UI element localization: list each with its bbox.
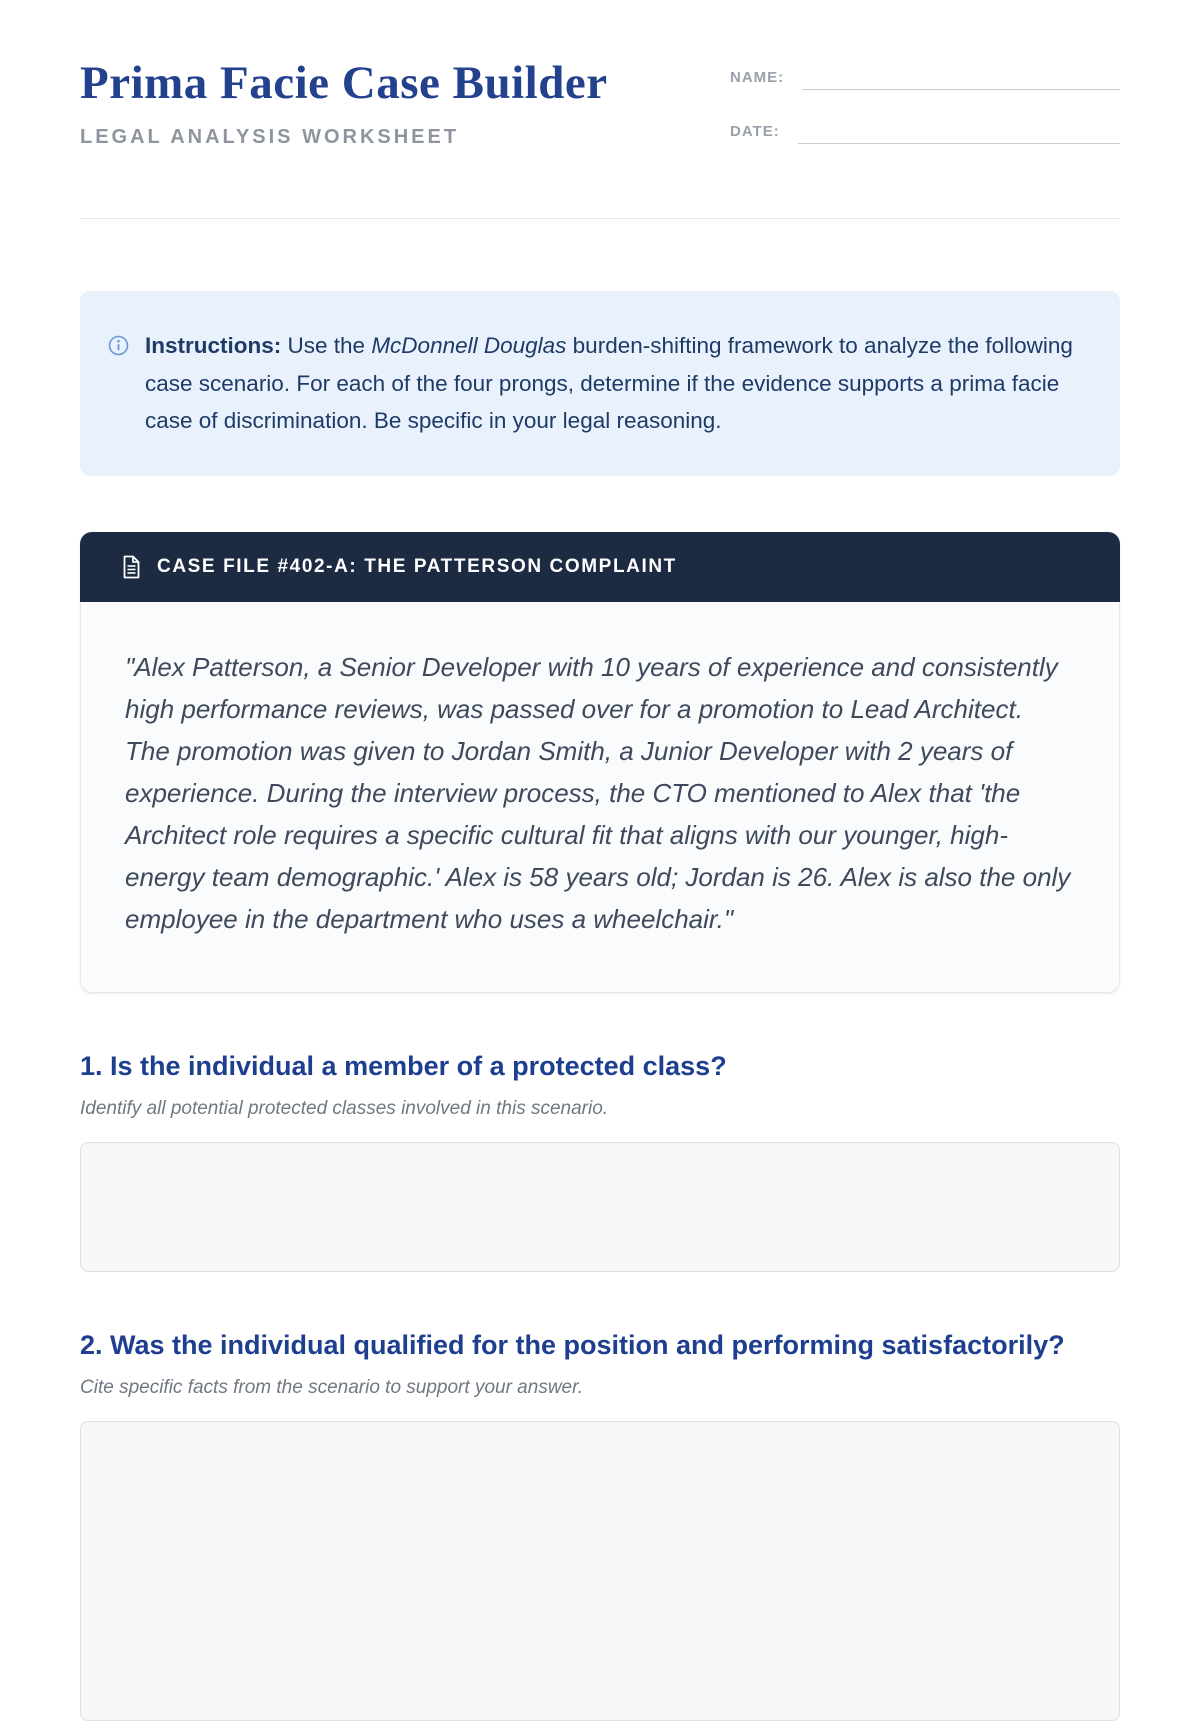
info-icon [108,335,129,440]
name-label: NAME: [730,69,785,86]
header-divider [80,218,1120,219]
page-header [80,58,1120,174]
question-1-title: 1. Is the individual a member of a protected class? [80,1050,727,1081]
case-file-card [80,532,1120,993]
page-title: Prima Facie Case Builder [80,57,608,109]
name-input-line[interactable] [802,66,1120,90]
date-label: DATE: [730,123,780,140]
question-2 [80,1330,1120,1721]
question-2-title: 2. Was the individual qualified for the position and performing satisfactorily? [80,1329,1065,1360]
instructions-callout [80,291,1120,476]
instructions-pre: Use the [281,333,372,358]
instructions-post: burden-shifting framework to analyze the following case scenario. For each of the four prongs, determine if the evidence supports a prima facie case of discrimination. Be specific in your legal reasoning. [145,333,1073,434]
question-2-hint: Cite specific facts from the scenario to support your answer. [80,1376,584,1398]
case-file-header [80,532,1120,602]
name-row [730,66,1120,90]
date-row [730,120,1120,144]
question-2-answer-input[interactable] [80,1421,1120,1721]
case-file-body [80,602,1120,993]
page-subtitle: LEGAL ANALYSIS WORKSHEET [80,125,460,148]
question-1 [80,1051,1120,1272]
question-1-hint: Identify all potential protected classes involved in this scenario. [80,1097,609,1119]
date-input-line[interactable] [798,120,1120,144]
instructions-text [145,327,1078,440]
question-1-answer-input[interactable] [80,1142,1120,1272]
case-file-title: CASE FILE #402-A: THE PATTERSON COMPLAINT [157,555,677,577]
instructions-case-name: McDonnell Douglas [371,333,567,358]
title-block [80,58,730,149]
instructions-label: Instructions: [145,333,282,358]
case-scenario-text: "Alex Patterson, a Senior Developer with 10 years of experience and consistently high performance reviews, was passed over for a promotion to Lead Architect. The promotion was given to Jordan Smith, a Junior Developer with 2 years of experience. During the interview process, the CTO mentioned to Alex that 'the Architect role requires a specific cultural fit that aligns with our younger, high-energy team demographic.' Alex is 58 years old; Jordan is 26. Alex is also the only employee in the department who uses a wheelchair." [125,651,1071,934]
name-date-block [730,58,1120,174]
document-icon [122,555,141,579]
